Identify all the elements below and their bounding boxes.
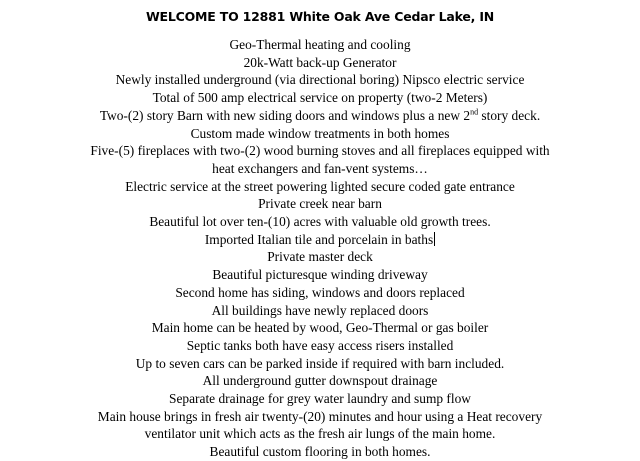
list-item: Main home can be heated by wood, Geo-Thermal or gas boiler <box>151 320 489 336</box>
list-item: Newly installed underground (via directional boring) Nipsco electric service <box>115 72 525 88</box>
list-item: Beautiful custom flooring in both homes. <box>209 444 431 460</box>
list-item: Main house brings in fresh air twenty-(20) minutes and hour using a Heat recovery <box>97 408 543 424</box>
list-item: All underground gutter downspout drainage <box>202 373 438 389</box>
list-item: ventilator unit which acts as the fresh air lungs of the main home. <box>144 426 496 442</box>
list-item: Separate drainage for grey water laundry and sump flow <box>169 391 471 407</box>
list-item: 20k-Watt back-up Generator <box>243 54 397 70</box>
list-item: Second home has siding, windows and doors replaced <box>175 284 465 300</box>
list-item: Custom made window treatments in both homes <box>190 125 450 141</box>
list-item: Private creek near barn <box>258 196 382 212</box>
list-item <box>0 107 640 125</box>
list-item: Five-(5) fireplaces with two-(2) wood burning stoves and all fireplaces equipped with <box>90 143 550 159</box>
list-item-text: Two-(2) story Barn with new siding doors and windows plus a new 2 <box>99 107 471 123</box>
list-item-text[interactable]: Imported Italian tile and porcelain in baths <box>204 231 434 247</box>
page-title: WELCOME TO 12881 White Oak Ave Cedar Lake, IN <box>145 9 495 24</box>
list-item: Septic tanks both have easy access risers installed <box>186 337 454 353</box>
feature-list <box>0 36 640 461</box>
list-item: All buildings have newly replaced doors <box>211 302 429 318</box>
ordinal-suffix: nd <box>470 107 479 117</box>
list-item: Electric service at the street powering lighted secure coded gate entrance <box>125 178 515 194</box>
list-item-text: story deck. <box>478 107 541 123</box>
list-item: heat exchangers and fan-vent systems… <box>212 160 428 176</box>
list-item: Total of 500 amp electrical service on property (two-2 Meters) <box>152 90 488 106</box>
list-item: Beautiful picturesque winding driveway <box>212 267 428 283</box>
list-item[interactable] <box>0 231 640 249</box>
list-item: Beautiful lot over ten-(10) acres with valuable old growth trees. <box>149 214 491 230</box>
list-item: Up to seven cars can be parked inside if required with barn included. <box>135 355 505 371</box>
text-cursor <box>434 232 435 246</box>
list-item: Geo-Thermal heating and cooling <box>229 37 411 52</box>
list-item: Private master deck <box>267 249 373 265</box>
